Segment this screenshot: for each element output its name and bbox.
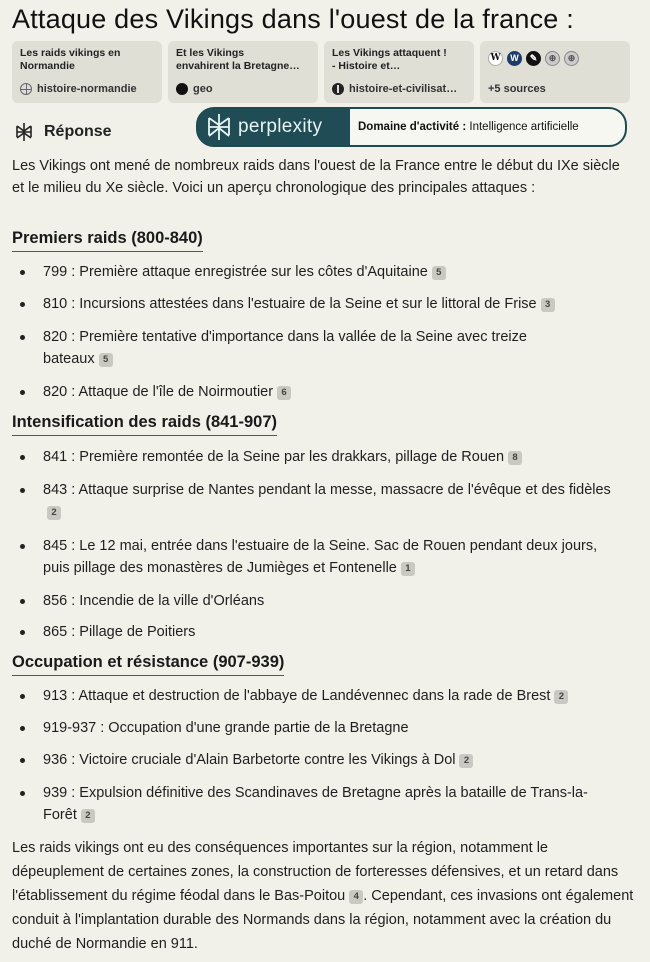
item-text: 841 : Première remontée de la Seine par les drakkars, pillage de Rouen bbox=[43, 449, 505, 465]
source-card[interactable] bbox=[324, 41, 474, 103]
list-item bbox=[20, 621, 620, 643]
globe-icon: ⊕ bbox=[545, 51, 560, 66]
list-item bbox=[20, 685, 620, 707]
citation-badge[interactable]: 5 bbox=[99, 353, 113, 367]
section-heading: Intensification des raids (841-907) bbox=[12, 413, 277, 436]
bullet bbox=[20, 455, 25, 460]
perplexity-logo bbox=[198, 109, 350, 145]
conclusion-text: Les raids vikings ont eu des conséquences importantes sur la région, notamment le dépeuplement de certaines zones, la construction de forteresses défensives, et un retard dans l'établissement du régime féodal dans le Bas-Poitou bbox=[12, 840, 619, 904]
list-item bbox=[20, 717, 620, 739]
list-item bbox=[20, 749, 620, 771]
list-item bbox=[20, 293, 620, 315]
item-text: 820 : Attaque de l'île de Noirmoutier bbox=[43, 384, 274, 400]
activity-domain-value: Intelligence artificielle bbox=[469, 121, 579, 133]
perplexity-wordmark: perplexity bbox=[238, 116, 323, 137]
bullet bbox=[20, 544, 25, 549]
citation-badge[interactable]: 3 bbox=[541, 298, 555, 312]
citation-badge[interactable]: 2 bbox=[459, 754, 473, 768]
item-text: 810 : Incursions attestées dans l'estuaire de la Seine et sur le littoral de Frise bbox=[43, 296, 537, 312]
item-text: 913 : Attaque et destruction de l'abbaye de Landévennec dans la rade de Brest bbox=[43, 688, 551, 704]
item-text: 799 : Première attaque enregistrée sur les côtes d'Aquitaine bbox=[43, 264, 428, 280]
bullet bbox=[20, 599, 25, 604]
bullet bbox=[20, 335, 25, 340]
citation-badge[interactable]: 6 bbox=[277, 386, 291, 400]
citation-badge[interactable]: 5 bbox=[432, 266, 446, 280]
bullet bbox=[20, 630, 25, 635]
bullet bbox=[20, 390, 25, 395]
source-title: Les Vikings attaquent ! - Histoire et… bbox=[332, 47, 447, 72]
source-title: Les raids vikings en Normandie bbox=[20, 47, 121, 72]
wordpress-icon: W bbox=[507, 51, 522, 66]
globe-icon bbox=[20, 83, 32, 95]
list-item bbox=[20, 446, 620, 468]
bullet bbox=[20, 791, 25, 796]
dark-circle-icon: ✎ bbox=[526, 51, 541, 66]
item-text: 820 : Première tentative d'importance dans la vallée de la Seine avec treize bateaux bbox=[43, 329, 527, 367]
item-text: 865 : Pillage de Poitiers bbox=[43, 624, 196, 640]
source-icons bbox=[488, 51, 579, 66]
conclusion-text: . Cependant, ces invasions ont également conduit à l'implantation durable des Normands dans la région, notamment avec la création du duché de Normandie en 911. bbox=[12, 888, 634, 952]
citation-badge[interactable]: 8 bbox=[508, 451, 522, 465]
bullet bbox=[20, 758, 25, 763]
item-text: 845 : Le 12 mai, entrée dans l'estuaire de la Seine. Sac de Rouen pendant deux jours, puis pillage des monastères de Jumièges et Fontenelle bbox=[43, 538, 598, 576]
item-text: 856 : Incendie de la ville d'Orléans bbox=[43, 593, 265, 609]
source-site: histoire-et-civilisat… bbox=[349, 83, 458, 95]
citation-badge[interactable]: 1 bbox=[401, 562, 415, 576]
bullet bbox=[20, 694, 25, 699]
perplexity-icon bbox=[14, 122, 34, 142]
perplexity-logo-icon bbox=[206, 113, 232, 141]
citation-badge[interactable]: 2 bbox=[47, 506, 61, 520]
section-heading: Premiers raids (800-840) bbox=[12, 229, 203, 252]
intro-paragraph: Les Vikings ont mené de nombreux raids dans l'ouest de la France entre le début du IXe siècle et le milieu du Xe siècle. Voici un aperçu chronologique des principales attaques : bbox=[12, 158, 620, 196]
list-item bbox=[20, 782, 610, 826]
bullet bbox=[20, 270, 25, 275]
sources-row bbox=[12, 41, 638, 103]
source-site: histoire-normandie bbox=[37, 83, 137, 95]
activity-domain-label: Domaine d'activité : bbox=[358, 121, 467, 133]
bullet bbox=[20, 726, 25, 731]
source-site: geo bbox=[193, 83, 213, 95]
more-sources-card[interactable] bbox=[480, 41, 630, 103]
list-item bbox=[20, 326, 550, 370]
answer-label: Réponse bbox=[44, 123, 112, 140]
wikipedia-icon: W bbox=[488, 51, 503, 66]
item-text: 936 : Victoire cruciale d'Alain Barbetorte contre les Vikings à Dol bbox=[43, 752, 456, 768]
item-text: 843 : Attaque surprise de Nantes pendant la messe, massacre de l'évêque et des fidèles bbox=[43, 482, 611, 498]
list-item bbox=[20, 381, 620, 403]
info-favicon-icon bbox=[332, 83, 344, 95]
item-text: 939 : Expulsion définitive des Scandinaves de Bretagne après la bataille de Trans-la-Forêt bbox=[43, 785, 588, 823]
page-title: Attaque des Vikings dans l'ouest de la france : bbox=[12, 4, 574, 34]
list-item bbox=[20, 479, 615, 523]
citation-badge[interactable]: 4 bbox=[349, 890, 363, 904]
list-item bbox=[20, 261, 620, 283]
citation-badge[interactable]: 2 bbox=[554, 690, 568, 704]
globe-icon: ⊕ bbox=[564, 51, 579, 66]
section-heading: Occupation et résistance (907-939) bbox=[12, 653, 284, 676]
activity-domain bbox=[358, 121, 579, 133]
conclusion-paragraph bbox=[12, 836, 634, 956]
item-text: 919-937 : Occupation d'une grande partie de la Bretagne bbox=[43, 720, 409, 736]
list-item bbox=[20, 590, 620, 612]
bullet bbox=[20, 488, 25, 493]
source-card[interactable] bbox=[168, 41, 318, 103]
more-sources-label: +5 sources bbox=[488, 83, 546, 95]
bullet bbox=[20, 302, 25, 307]
list-item bbox=[20, 535, 625, 579]
citation-badge[interactable]: 2 bbox=[81, 809, 95, 823]
answer-header bbox=[14, 122, 112, 142]
source-card[interactable] bbox=[12, 41, 162, 103]
geo-favicon-icon bbox=[176, 83, 188, 95]
perplexity-banner bbox=[196, 107, 627, 147]
source-title: Et les Vikings envahirent la Bretagne… bbox=[176, 47, 300, 72]
